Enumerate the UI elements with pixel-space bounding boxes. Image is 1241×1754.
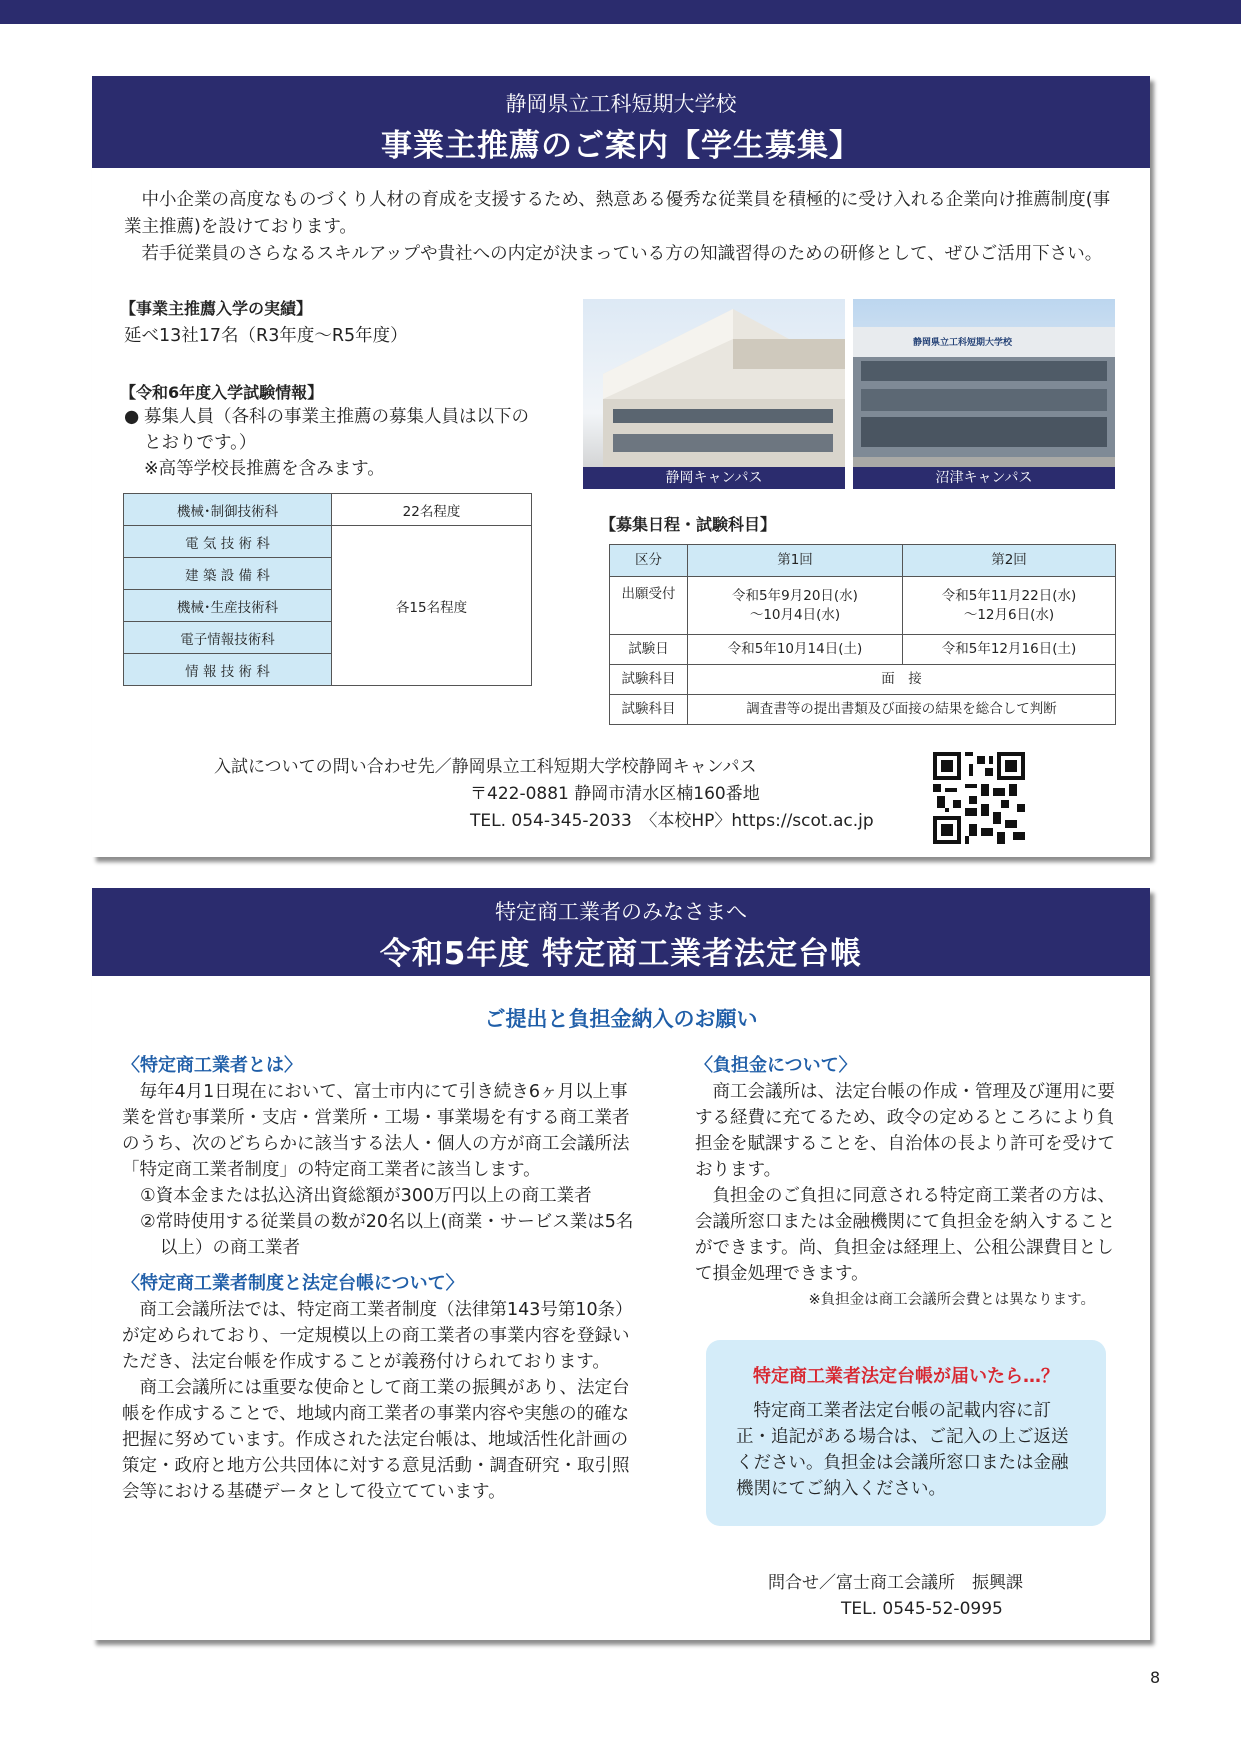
value-cell: 面 接 bbox=[688, 665, 1116, 695]
ledger-header bbox=[92, 888, 1150, 976]
quota-cell: 22名程度 bbox=[332, 494, 532, 526]
contact-line-2: 〒422-0881 静岡市清水区楠160番地 bbox=[470, 784, 760, 804]
recommendation-title: 事業主推薦のご案内【学生募集】 bbox=[381, 128, 861, 164]
quota-cell: 各15名程度 bbox=[332, 526, 532, 686]
dept-cell: 建 築 設 備 科 bbox=[124, 558, 332, 590]
ledger-subtitle: 特定商工業者のみなさまへ bbox=[495, 900, 747, 924]
exam-note bbox=[124, 404, 544, 482]
value-cell: 調査書等の提出書類及び面接の結果を総合して判断 bbox=[688, 695, 1116, 725]
table-row bbox=[610, 545, 1116, 577]
label-cell: 試験日 bbox=[610, 635, 688, 665]
section-heading-2: 〈特定商工業者制度と法定台帳について〉 bbox=[122, 1273, 464, 1294]
dept-cell: 機械･制御技術科 bbox=[124, 494, 332, 526]
info-box-body: 特定商工業者法定台帳の記載内容に訂正・追記がある場合は、ご記入の上ご返送ください。負担金は会議所窓口または金融機関にてご納入ください。 bbox=[736, 1401, 1069, 1499]
schedule-heading: 【募集日程・試験科目】 bbox=[600, 515, 777, 534]
section-item-1: ①資本金または払込済出資総額が300万円以上の商工業者 bbox=[140, 1186, 592, 1206]
ledger-title: 令和5年度 特定商工業者法定台帳 bbox=[379, 936, 863, 972]
label-cell: 試験科目 bbox=[610, 665, 688, 695]
ledger-contact-2: TEL. 0545-52-0995 bbox=[841, 1599, 1003, 1619]
value-cell bbox=[903, 577, 1116, 635]
recommendation-panel bbox=[92, 76, 1150, 857]
value-cell: 令和5年12月16日(土) bbox=[903, 635, 1116, 665]
schedule-table bbox=[609, 544, 1116, 725]
dept-cell: 電子情報技術科 bbox=[124, 622, 332, 654]
info-box bbox=[706, 1340, 1106, 1526]
ledger-panel bbox=[92, 888, 1150, 1640]
recommendation-header bbox=[92, 76, 1150, 168]
contact-block bbox=[214, 754, 874, 835]
section-heading-3: 〈負担金について〉 bbox=[695, 1055, 857, 1076]
right-column bbox=[695, 1053, 1125, 1313]
ledger-contact-1: 問合せ／富士商工会議所 振興課 bbox=[768, 1573, 1023, 1593]
top-bar bbox=[0, 0, 1241, 24]
record-heading: 【事業主推薦入学の実績】 bbox=[120, 299, 313, 318]
ledger-heading: ご提出と負担金納入のお願い bbox=[484, 1007, 758, 1031]
label-cell: 試験科目 bbox=[610, 695, 688, 725]
table-row bbox=[610, 665, 1116, 695]
dept-cell: 電 気 技 術 科 bbox=[124, 526, 332, 558]
section-body-2a: 商工会議所法では、特定商工業者制度（法律第143号第10条）が定められており、一定規模以上の商工業者の事業内容を登録いただき、法定台帳を作成することが義務付けられております。 bbox=[122, 1300, 633, 1372]
exam-heading: 【令和6年度入学試験情報】 bbox=[120, 383, 324, 402]
exam-note-1: 募集人員（各科の事業主推薦の募集人員は以下のとおりです。） bbox=[144, 407, 529, 453]
section-body-3b: 負担金のご負担に同意される特定商工業者の方は、会議所窓口または金融機関にて負担金を納入することができます。尚、負担金は経理上、公租公課費目として損金処理できます。 bbox=[695, 1186, 1115, 1284]
quota-table bbox=[123, 493, 532, 686]
campus-caption-1: 静岡キャンパス bbox=[583, 467, 845, 489]
date-line: ～10月4日(水) bbox=[749, 606, 841, 623]
left-column bbox=[122, 1053, 637, 1505]
numazu-campus-photo bbox=[853, 299, 1115, 489]
label-cell: 出願受付 bbox=[610, 577, 688, 635]
section-heading-1: 〈特定商工業者とは〉 bbox=[122, 1055, 302, 1076]
date-line: 令和5年11月22日(水) bbox=[941, 587, 1077, 604]
intro-paragraph-2: 若手従業員のさらなるスキルアップや貴社への内定が決まっている方の知識習得のための研修として、ぜひご活用下さい。 bbox=[124, 244, 1103, 264]
exam-note-2: ※高等学校長推薦を含みます。 bbox=[144, 459, 385, 479]
date-line: ～12月6日(水) bbox=[963, 606, 1055, 623]
table-row bbox=[610, 695, 1116, 725]
section-note: ※負担金は商工会議所会費とは異なります。 bbox=[808, 1292, 1095, 1308]
date-line: 令和5年9月20日(水) bbox=[732, 587, 858, 604]
section-body-1: 毎年4月1日現在において、富士市内にて引き続き6ヶ月以上事業を営む事業所・支店・営業所・工場・事業場を有する商工業者のうち、次のどちらかに該当する法人・個人の方が商工会議所法「特定商工業者制度」の特定商工業者に該当します。 bbox=[122, 1082, 630, 1180]
bullet-icon: ● bbox=[124, 407, 140, 427]
school-name: 静岡県立工科短期大学校 bbox=[505, 92, 737, 116]
section-body-3a: 商工会議所は、法定台帳の作成・管理及び運用に要する経費に充てるため、政令の定めるところにより負担金を賦課することを、自治体の長より許可を受けております。 bbox=[695, 1082, 1115, 1180]
section-body-2b: 商工会議所には重要な使命として商工業の振興があり、法定台帳を作成することで、地域内商工業者の事業内容や実態の的確な把握に努めています。作成された法定台帳は、地域活性化計画の策定・政府と地方公共団体に対する意見活動・調査研究・取引照会等における基礎データとして役立てています。 bbox=[122, 1378, 630, 1502]
intro-paragraph-1: 中小企業の高度なものづくり人材の育成を支援するため、熱意ある優秀な従業員を積極的に受け入れる企業向け推薦制度(事業主推薦)を設けております。 bbox=[124, 190, 1111, 237]
building-image bbox=[583, 299, 845, 489]
table-row bbox=[610, 635, 1116, 665]
value-cell: 令和5年10月14日(土) bbox=[688, 635, 903, 665]
section-item-2: ②常時使用する従業員の数が20名以上(商業・サービス業は5名以上）の商工業者 bbox=[140, 1212, 634, 1258]
qr-code-icon[interactable] bbox=[933, 752, 1025, 844]
ledger-contact bbox=[768, 1570, 1023, 1622]
header-cell: 第2回 bbox=[903, 545, 1116, 577]
dept-cell: 情 報 技 術 科 bbox=[124, 654, 332, 686]
header-cell: 区分 bbox=[610, 545, 688, 577]
shizuoka-campus-photo bbox=[583, 299, 845, 489]
building-sign: 静岡県立工科短期大学校 bbox=[913, 338, 1013, 348]
page-number: 8 bbox=[1150, 1668, 1161, 1687]
campus-caption-2: 沼津キャンパス bbox=[853, 467, 1115, 489]
dept-cell: 機械･生産技術科 bbox=[124, 590, 332, 622]
table-row bbox=[610, 577, 1116, 635]
header-cell: 第1回 bbox=[688, 545, 903, 577]
table-row bbox=[124, 526, 532, 558]
info-box-heading: 特定商工業者法定台帳が届いたら…？ bbox=[753, 1366, 1059, 1387]
value-cell bbox=[688, 577, 903, 635]
contact-line-3: TEL. 054-345-2033 〈本校HP〉https://scot.ac.jp bbox=[470, 811, 874, 831]
building-image bbox=[853, 299, 1115, 489]
record-value: 延べ13社17名（R3年度～R5年度） bbox=[124, 326, 408, 346]
table-row bbox=[124, 494, 532, 526]
contact-line-1: 入試についての問い合わせ先／静岡県立工科短期大学校静岡キャンパス bbox=[214, 757, 757, 777]
